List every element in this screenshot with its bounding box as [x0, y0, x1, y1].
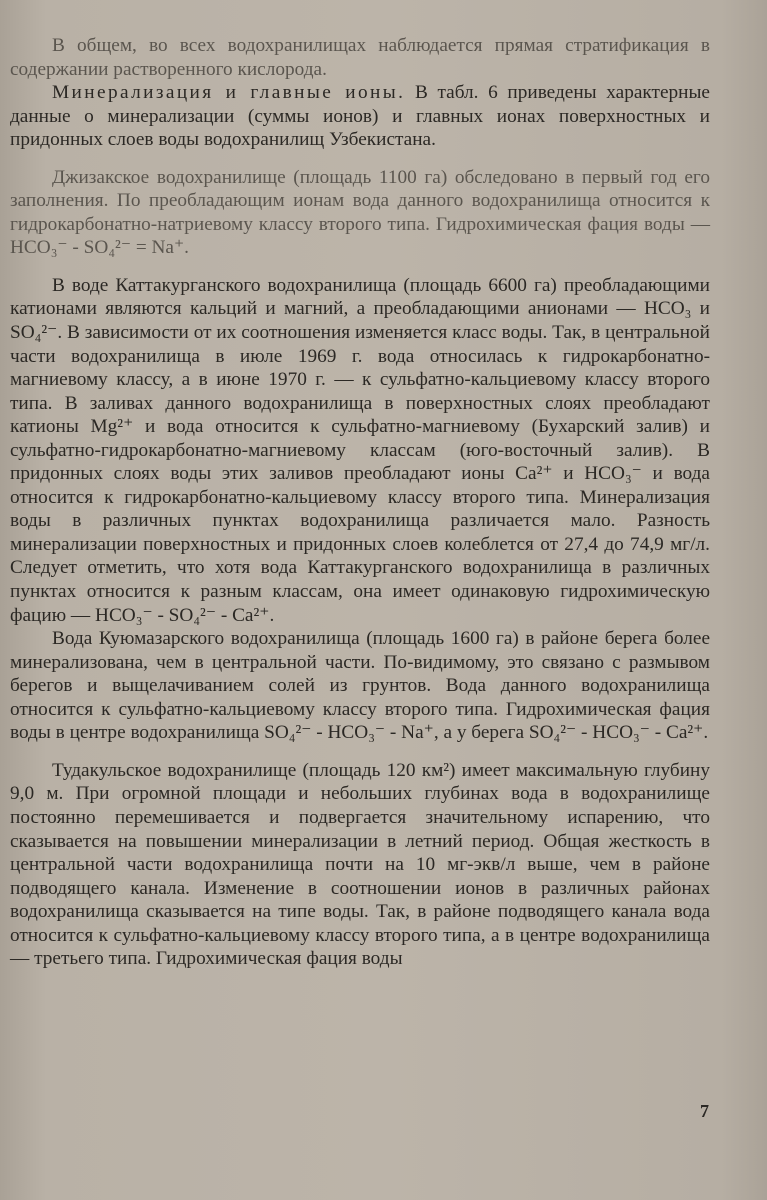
- section-heading: Минерализация и главные ионы.: [52, 82, 406, 104]
- paragraph-oxygen-stratification: В общем, во всех водохранилищах наблюдается прямая стратификация в содержании растворенного кислорода.: [10, 35, 710, 80]
- page-number: 7: [700, 1101, 709, 1121]
- paragraph-tudakul: Тудакульское водохранилище (площадь 120 км²) имеет максимальную глубину 9,0 м. При огромной площади и небольших глубинах вода в водохранилище постоянно перемешивается и подвергается значительному испарению, что сказывается на повышении минерализации в летний период. Общая жесткость в центральной части водохранилища почти на 10 мг-экв/л выше, чем в районе подводящего канала. Изменение в соотношении ионов в различных районах водохранилища сказывается на типе воды. Так, в районе подводящего канала вода относится к сульфатно-кальциевому классу второго типа, а в центре водохранилища — третьего типа. Гидрохимическая фация воды: [10, 759, 710, 970]
- paragraph-mineralization: [10, 81, 710, 152]
- paragraph-dzhizak: Джизакское водохранилище (площадь 1100 га) обследовано в первый год его заполнения. По преобладающим ионам вода данного водохранилища относится к гидрокарбонатно-натриевому классу второго типа. Гидрохимическая фация воды — HCO₃⁻ - SO₄²⁻ = Na⁺.: [10, 166, 710, 259]
- paragraph-mineralization-text: В табл. 6 приведены характерные данные о минерализации (суммы ионов) и главных ионах поверхностных и придонных слоев воды водохранилищ Узбекистана.: [10, 82, 710, 151]
- paragraph-kuyumazar: Вода Куюмазарского водохранилища (площадь 1600 га) в районе берега более минерализована, чем в центральной части. По-видимому, это связано с размывом берегов и выщелачиванием солей из грунтов. Вода данного водохранилища относится к сульфатно-кальциевому классу второго типа. Гидрохимическая фация воды в центре водохранилища SO₄²⁻ - HCO₃⁻ - Na⁺, а у берега SO₄²⁻ - HCO₃⁻ - Ca²⁺.: [10, 628, 710, 744]
- text-column: [10, 34, 710, 971]
- paragraph-kattakurgan: В воде Каттакурганского водохранилища (площадь 6600 га) преобладающими катионами являются кальций и магний, а преобладающими анионами — HCO₃ и SO₄²⁻. В зависимости от их соотношения изменяется класс воды. Так, в центральной части водохранилища в июле 1969 г. вода относилась к гидрокарбонатно-магниевому классу, а в июне 1970 г. — к сульфатно-кальциевому классу второго типа. В заливах данного водохранилища в поверхностных слоях преобладают катионы Mg²⁺ и вода относится к сульфатно-магниевому (Бухарский залив) и сульфатно-гидрокарбонатно-магниевому классам (юго-восточный залив). В придонных слоях воды этих заливов преобладают ионы Ca²⁺ и HCO₃⁻ и вода относится к гидрокарбонатно-кальциевому классу второго типа. Минерализация воды в различных пунктах водохранилища различается мало. Разность минерализации поверхностных и придонных слоев колеблется от 27,4 до 74,9 мг/л. Следует отметить, что хотя вода Каттакурганского водохранилища в различных пунктах относится к разным классам, она имеет одинаковую гидрохимическую фацию — HCO₃⁻ - SO₄²⁻ - Ca²⁺.: [10, 274, 710, 626]
